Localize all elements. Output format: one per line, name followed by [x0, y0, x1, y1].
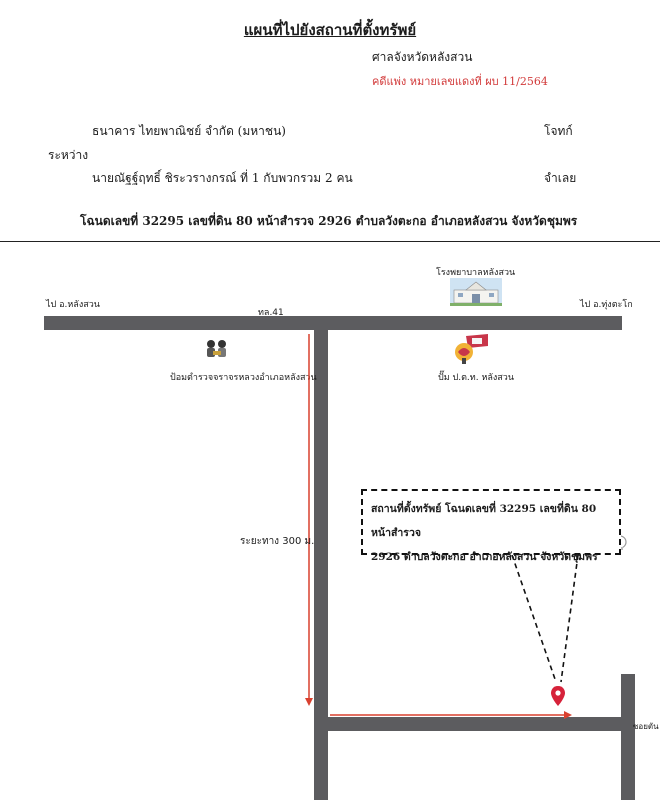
- location-pin-icon: [551, 686, 565, 706]
- callout-pointer-right: [561, 555, 578, 682]
- deed-line: โฉนดเลขที่ 32295 เลขที่ดิน 80 หน้าสำรวจ 2926 ตำบลวังตะกอ อำเภอหลังสวน จังหวัดชุมพร: [80, 214, 578, 228]
- to-lang-suan-label: ไป อ.หลังสวน: [46, 300, 100, 310]
- dead-end-label: ซอยตัน: [633, 722, 659, 731]
- property-callout: [361, 489, 621, 563]
- court-name: ศาลจังหวัดหลังสวน: [372, 50, 473, 64]
- highway-label: ทล.41: [258, 308, 284, 318]
- police-label: ป้อมตำรวจจราจรหลวงอำเภอหลังสวน: [170, 373, 317, 383]
- plaintiff-role: โจทก์: [544, 124, 573, 138]
- defendant-name: นายณัฐฐ์ฤทธิ์ ชิระวรางกรณ์ ที่ 1 กับพวกรวม 2 คน: [92, 171, 353, 185]
- hospital-label: โรงพยาบาลหลังสวน: [436, 268, 516, 278]
- distance-label: ระยะทาง 300 ม.: [240, 536, 315, 547]
- defendant-role: จำเลย: [544, 171, 577, 185]
- callout-line-2: 2926 ตำบลวังตะกอ อำเภอหลังสวน จังหวัดชุมพร: [371, 551, 598, 563]
- plaintiff-name: ธนาคาร ไทยพาณิชย์ จำกัด (มหาชน): [92, 124, 286, 138]
- between-label: ระหว่าง: [48, 148, 89, 162]
- page-title: แผนที่ไปยังสถานที่ตั้งทรัพย์: [243, 21, 417, 39]
- gas-station-label: ปั๊ม ป.ต.ท. หลังสวน: [438, 373, 514, 383]
- to-thung-tako-label: ไป อ.ทุ่งตะโก: [580, 300, 633, 310]
- callout-pointer-left: [512, 555, 556, 682]
- callout-line-1: สถานที่ตั้งทรัพย์ โฉนดเลขที่ 32295 เลขที่ดิน 80 หน้าสำรวจ: [371, 503, 597, 539]
- case-number: คดีแพ่ง หมายเลขแดงที่ ผบ 11/2564: [372, 75, 548, 88]
